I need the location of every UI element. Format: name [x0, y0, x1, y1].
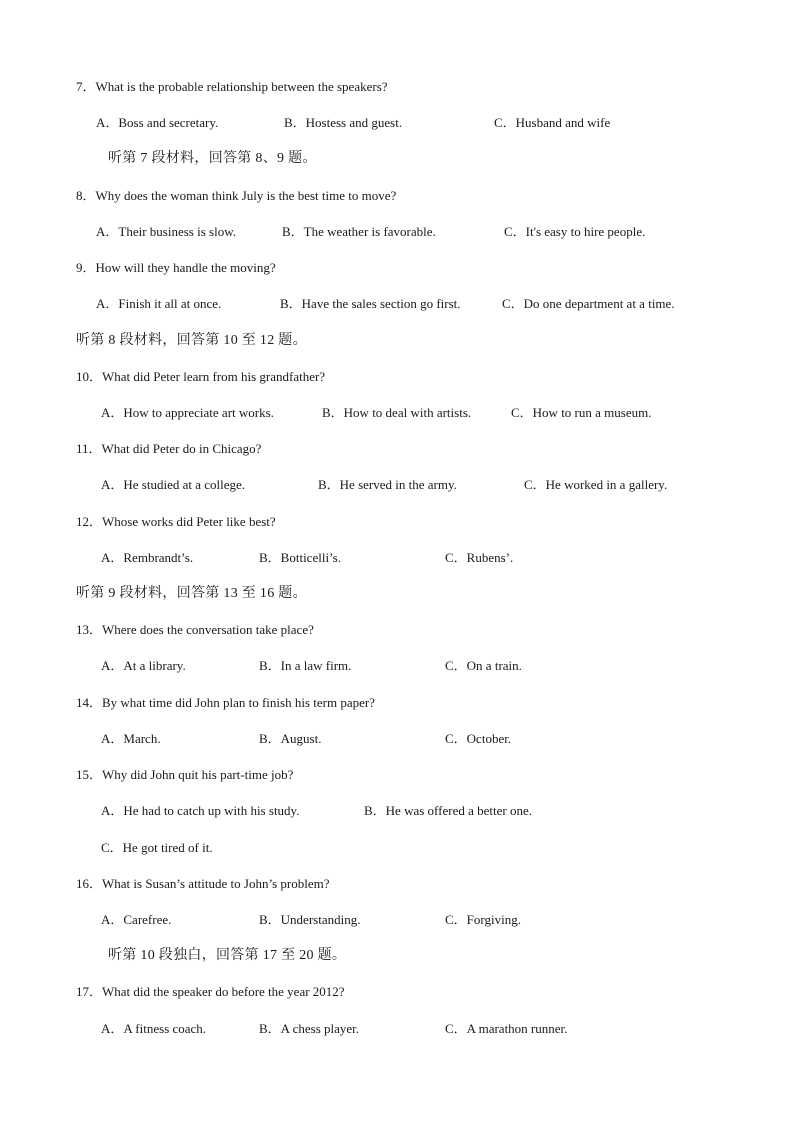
option-b: B．How to deal with artists. — [322, 405, 472, 420]
option-b: B．In a law firm. — [259, 658, 352, 673]
question-13: 13．Where does the conversation take place? — [76, 622, 314, 637]
option-b: B．He served in the army. — [318, 477, 457, 492]
option-a: A．March. — [101, 731, 161, 746]
option-a: A．A fitness coach. — [101, 1021, 207, 1036]
option-c: C．Do one department at a time. — [502, 296, 675, 311]
option-b: B．Botticelli’s. — [259, 550, 341, 565]
option-c: C．On a train. — [445, 658, 522, 673]
option-b: B．A chess player. — [259, 1021, 360, 1036]
question-16: 16．What is Susan’s attitude to John’s problem? — [76, 876, 330, 891]
question-9: 9．How will they handle the moving? — [76, 260, 276, 275]
question-10: 10．What did Peter learn from his grandfather? — [76, 369, 326, 384]
option-c: C．Forgiving. — [445, 912, 521, 927]
option-c: C．Husband and wife — [494, 115, 611, 130]
option-a: A．Carefree. — [101, 912, 172, 927]
question-12: 12．Whose works did Peter like best? — [76, 514, 276, 529]
option-a: A．He had to catch up with his study. — [101, 803, 300, 818]
option-c: C．How to run a museum. — [511, 405, 652, 420]
question-7: 7．What is the probable relationship between the speakers? — [76, 79, 388, 94]
option-c: C．He got tired of it. — [101, 840, 213, 855]
question-14: 14．By what time did John plan to finish his term paper? — [76, 695, 375, 710]
option-a: A．How to appreciate art works. — [101, 405, 274, 420]
question-17: 17．What did the speaker do before the year 2012? — [76, 984, 345, 999]
option-b: B．He was offered a better one. — [364, 803, 532, 818]
section-heading: 听第 9 段材料，回答第 13 至 16 题。 — [76, 586, 307, 601]
option-c: C．A marathon runner. — [445, 1021, 568, 1036]
option-b: B．Understanding. — [259, 912, 361, 927]
option-b: B．August. — [259, 731, 322, 746]
option-c: C．It's easy to hire people. — [504, 224, 646, 239]
section-heading: 听第 10 段独白，回答第 17 至 20 题。 — [108, 948, 347, 963]
option-a: A．Boss and secretary. — [96, 115, 219, 130]
question-8: 8．Why does the woman think July is the best time to move? — [76, 188, 397, 203]
option-c: C．Rubens’. — [445, 550, 514, 565]
option-c: C．October. — [445, 731, 512, 746]
question-11: 11．What did Peter do in Chicago? — [76, 441, 262, 456]
option-c: C．He worked in a gallery. — [524, 477, 668, 492]
section-heading: 听第 7 段材料，回答第 8、9 题。 — [108, 151, 317, 166]
option-a: A．At a library. — [101, 658, 186, 673]
section-heading: 听第 8 段材料，回答第 10 至 12 题。 — [76, 333, 307, 348]
option-b: B．The weather is favorable. — [282, 224, 436, 239]
option-a: A．He studied at a college. — [101, 477, 246, 492]
question-15: 15．Why did John quit his part-time job? — [76, 767, 294, 782]
option-a: A．Their business is slow. — [96, 224, 236, 239]
option-b: B．Hostess and guest. — [284, 115, 403, 130]
option-b: B．Have the sales section go first. — [280, 296, 461, 311]
option-a: A．Rembrandt’s. — [101, 550, 194, 565]
option-a: A．Finish it all at once. — [96, 296, 222, 311]
